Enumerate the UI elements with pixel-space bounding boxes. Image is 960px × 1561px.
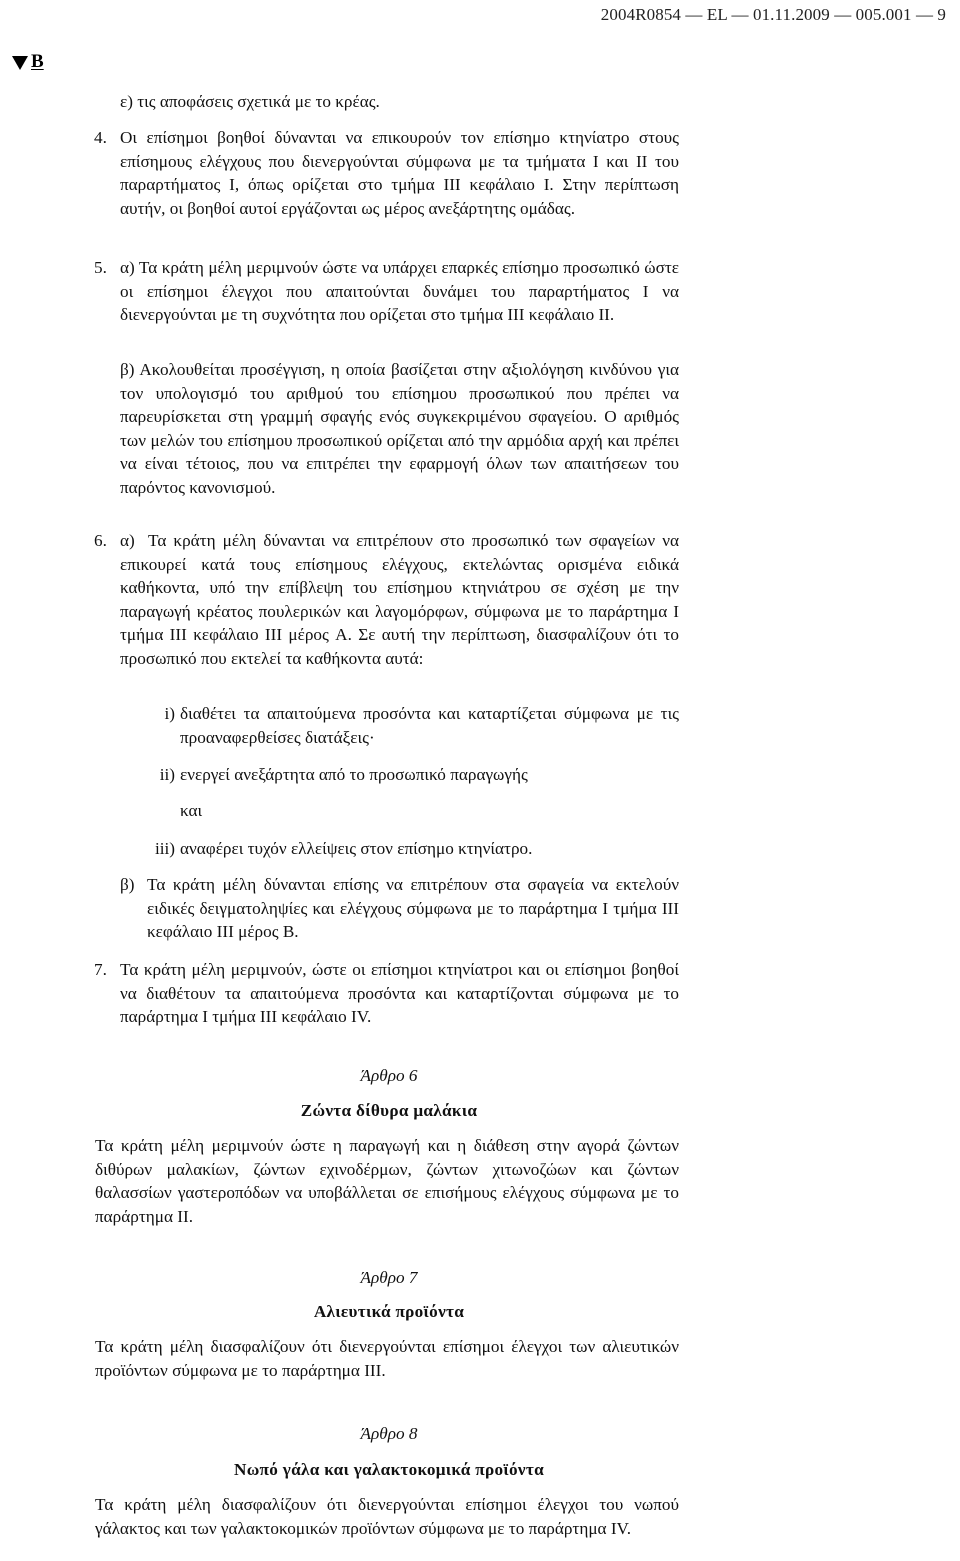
para-5b-text: Ακολουθείται προσέγγιση, η οποία βασίζεται στην αξιολόγηση κινδύνου για τον υπολογισμό του αριθμού του επίσημου προσωπικού που πρέπει να παρευρίσκεται στη γραμμή σφαγής ενός συγκεκριμένου σφαγείου. Ο αριθμός των μελών του επίσημου προσωπικού ορίζεται από την αρμόδια αρχή και πρέπει να είναι τέτοιος, που να επιτρέπει την εφαρμογή όλων των απαιτήσεων του παρόντος κανονισμού. [120, 360, 679, 497]
article-8-number: Άρθρο 8 [360, 1424, 418, 1443]
para-7-number: 7. [94, 960, 107, 979]
item-e: ε) τις αποφάσεις σχετικά με το κρέας. [120, 92, 380, 111]
para-6b-text: Τα κράτη μέλη δύνανται επίσης να επιτρέπουν στα σφαγεία να εκτελούν ειδικές δειγματοληψίες και ελέγχους σύμφωνα με το παράρτημα I τμήμα III κεφάλαιο III μέρος B. [147, 875, 679, 941]
para-5a-text: Τα κράτη μέλη μεριμνούν ώστε να υπάρχει επαρκές επίσημο προσωπικό ώστε οι επίσημοι έλεγχοι που απαιτούνται δυνάμει του παραρτήματος I να διενεργούνται με τη συχνότητα που ορίζεται στο τμήμα III κεφάλαιο II. [120, 258, 679, 324]
article-7-number: Άρθρο 7 [360, 1268, 418, 1287]
item-ii-text: ενεργεί ανεξάρτητα από το προσωπικό παραγωγής [180, 765, 528, 784]
para-5b [120, 358, 679, 499]
article-7-title: Αλιευτικά προϊόντα [313, 1302, 465, 1321]
para-5-number: 5. [94, 258, 107, 277]
article-7-text: Τα κράτη μέλη διασφαλίζουν ότι διενεργούνται επίσημοι έλεγχοι των αλιευτικών προϊόντων σύμφωνα με το παράρτημα III. [95, 1337, 679, 1380]
document-reference-header: 2004R0854 — EL — 01.11.2009 — 005.001 — 9 [600, 5, 946, 24]
para-7-text: Τα κράτη μέλη μεριμνούν, ώστε οι επίσημοι κτηνίατροι και οι επίσημοι βοηθοί να διαθέτουν τα απαιτούμενα προσόντα και καταρτίζονται σύμφωνα με το παράρτημα I τμήμα III κεφάλαιο IV. [120, 960, 679, 1026]
item-iii-label: iii) [154, 839, 175, 858]
article-6-number: Άρθρο 6 [360, 1066, 418, 1085]
para-6a-label: α) [120, 531, 135, 550]
para-6-number: 6. [94, 531, 107, 550]
article-6-text: Τα κράτη μέλη μεριμνούν ώστε η παραγωγή και η διάθεση στην αγορά ζώντων διθύρων μαλακίων, ζώντων εχινοδέρμων, ζώντων χιτωνοζώων και ζώντων θαλασσίων γαστεροπόδων να υποβάλλεται σε επισήμους ελέγχους σύμφωνα με το παράρτημα II. [95, 1136, 679, 1226]
article-8-title: Νωπό γάλα και γαλακτοκομικά προϊόντα [233, 1460, 544, 1479]
conjunction-and: και [180, 801, 203, 820]
triangle-down-icon [12, 56, 28, 70]
item-iii-text: αναφέρει τυχόν ελλείψεις στον επίσημο κτηνίατρο. [180, 839, 533, 858]
para-5a [120, 256, 679, 327]
para-4-number: 4. [94, 128, 107, 147]
article-6-title: Ζώντα δίθυρα μαλάκια [300, 1101, 478, 1120]
item-ii-label: ii) [159, 765, 175, 784]
para-5b-label: β) [120, 360, 135, 379]
item-i-label: i) [164, 704, 175, 723]
amendment-marker-label: B [31, 51, 44, 72]
para-6a-text: Τα κράτη μέλη δύνανται να επιτρέπουν στο προσωπικό των σφαγείων να επικουρεί κατά τους επίσημους ελέγχους, εκτελώντας ορισμένα ειδικά καθήκοντα, υπό την επίβλεψη του επίσημου κτηνιάτρου σε σχέση με την παραγωγή κρέατος πουλερικών και λαγομόρφων, σύμφωνα με το παράρτημα I τμήμα III κεφάλαιο III μέρος A. Σε αυτή την περίπτωση, διασφαλίζουν ότι το προσωπικό που εκτελεί τα καθήκοντα αυτά: [120, 531, 679, 668]
item-i-text: διαθέτει τα απαιτούμενα προσόντα και καταρτίζεται σύμφωνα με τις προαναφερθείσες διατάξεις· [180, 704, 679, 747]
para-5a-label: α) [120, 258, 135, 277]
amendment-marker [12, 50, 44, 74]
article-8-text: Τα κράτη μέλη διασφαλίζουν ότι διενεργούνται επίσημοι έλεγχοι του νωπού γάλακτος και των γαλακτοκομικών προϊόντων σύμφωνα με το παράρτημα IV. [95, 1495, 679, 1538]
para-6b-label: β) [120, 875, 135, 894]
para-4-text: Οι επίσημοι βοηθοί δύνανται να επικουρούν τον επίσημο κτηνίατρο στους επίσημους ελέγχους που διενεργούνται σύμφωνα με τα τμήματα I και II του παραρτήματος I, όπως ορίζεται στο τμήμα III κεφάλαιο I. Στην περίπτωση αυτήν, οι βοηθοί αυτοί εργάζονται ως μέρος ανεξάρτητης ομάδας. [120, 128, 679, 218]
